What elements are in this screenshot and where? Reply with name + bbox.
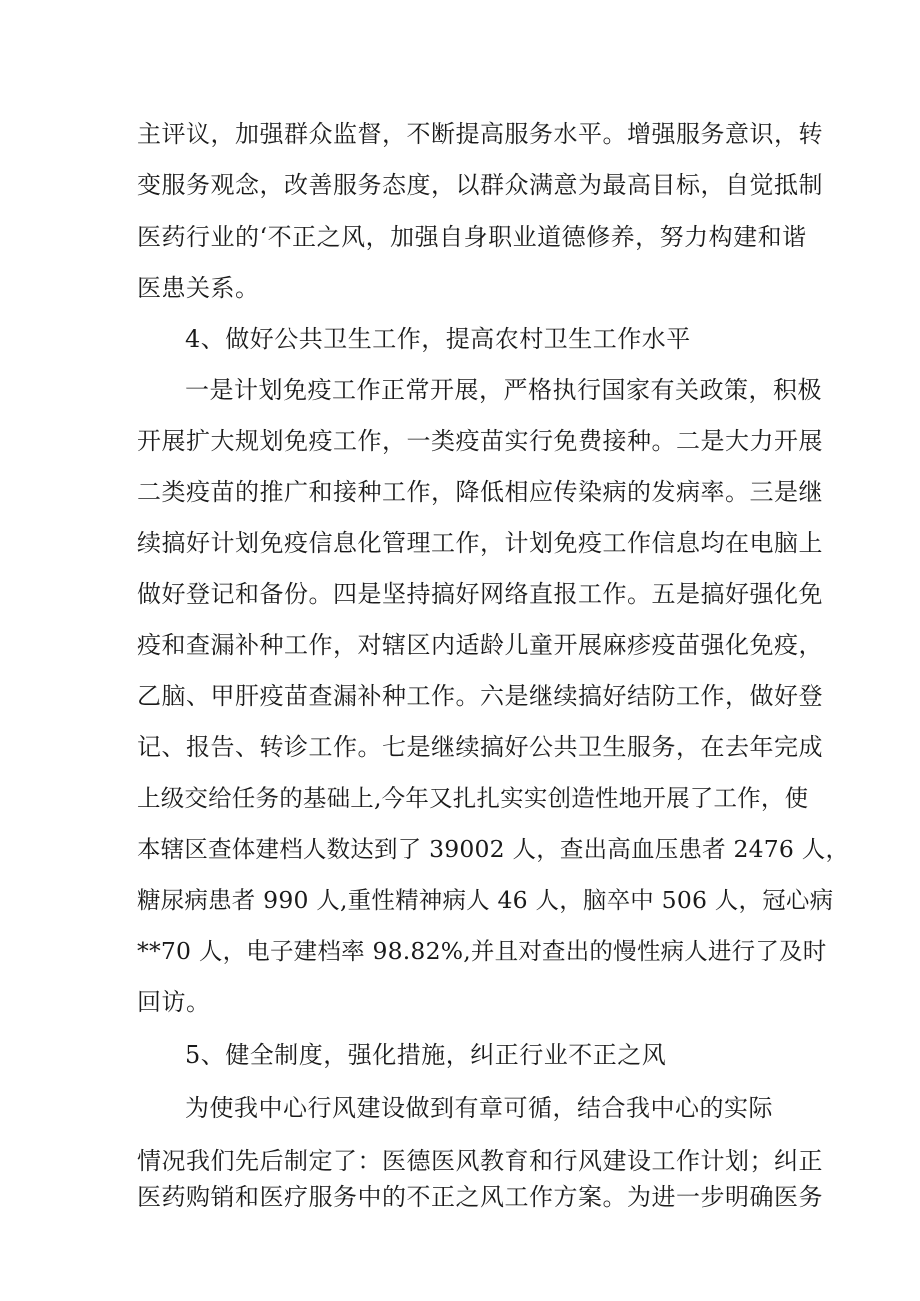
paragraph-line: 续搞好计划免疫信息化管理工作，计划免疫工作信息均在电脑上	[137, 529, 823, 557]
section-heading-5: 5、健全制度，强化措施，纠正行业不正之风	[185, 1041, 667, 1069]
paragraph-line: 医药购销和医疗服务中的不正之风工作方案。为进一步明确医务	[137, 1183, 823, 1211]
paragraph-line: 本辖区查体建档人数达到了 39002 人，查出高血压患者 2476 人，	[137, 835, 850, 863]
paragraph-line: 做好登记和备份。四是坚持搞好网络直报工作。五是搞好强化免	[137, 580, 823, 608]
paragraph-line: 主评议，加强群众监督，不断提高服务水平。增强服务意识，转	[137, 120, 823, 148]
paragraph-line: 二类疫苗的推广和接种工作，降低相应传染病的发病率。三是继	[137, 478, 823, 506]
paragraph-line: 变服务观念，改善服务态度，以群众满意为最高目标，自觉抵制	[137, 171, 823, 199]
section-heading-4: 4、做好公共卫生工作，提高农村卫生工作水平	[185, 325, 691, 353]
paragraph-line: 上级交给任务的基础上,今年又扎扎实实创造性地开展了工作，使	[137, 784, 809, 812]
paragraph-line: 医药行业的‘不正之风，加强自身职业道德修养，努力构建和谐	[137, 223, 807, 251]
paragraph-line: 乙脑、甲肝疫苗查漏补种工作。六是继续搞好结防工作，做好登	[137, 682, 823, 710]
paragraph-line: 记、报告、转诊工作。七是继续搞好公共卫生服务，在去年完成	[137, 733, 823, 761]
paragraph-line: 一是计划免疫工作正常开展，严格执行国家有关政策，积极	[185, 376, 822, 404]
paragraph-line: 回访。	[137, 988, 211, 1016]
paragraph-line: 疫和查漏补种工作，对辖区内适龄儿童开展麻疹疫苗强化免疫，	[137, 631, 823, 659]
paragraph-line: 情况我们先后制定了：医德医风教育和行风建设工作计划；纠正	[137, 1147, 823, 1175]
paragraph-line: 为使我中心行风建设做到有章可循，结合我中心的实际	[185, 1094, 773, 1122]
paragraph-line: 开展扩大规划免疫工作，一类疫苗实行免费接种。二是大力开展	[137, 427, 823, 455]
paragraph-line: **70 人，电子建档率 98.82%,并且对查出的慢性病人进行了及时	[137, 937, 827, 965]
paragraph-line: 糖尿病患者 990 人,重性精神病人 46 人，脑卒中 506 人，冠心病	[137, 886, 834, 914]
paragraph-line: 医患关系。	[137, 274, 260, 302]
